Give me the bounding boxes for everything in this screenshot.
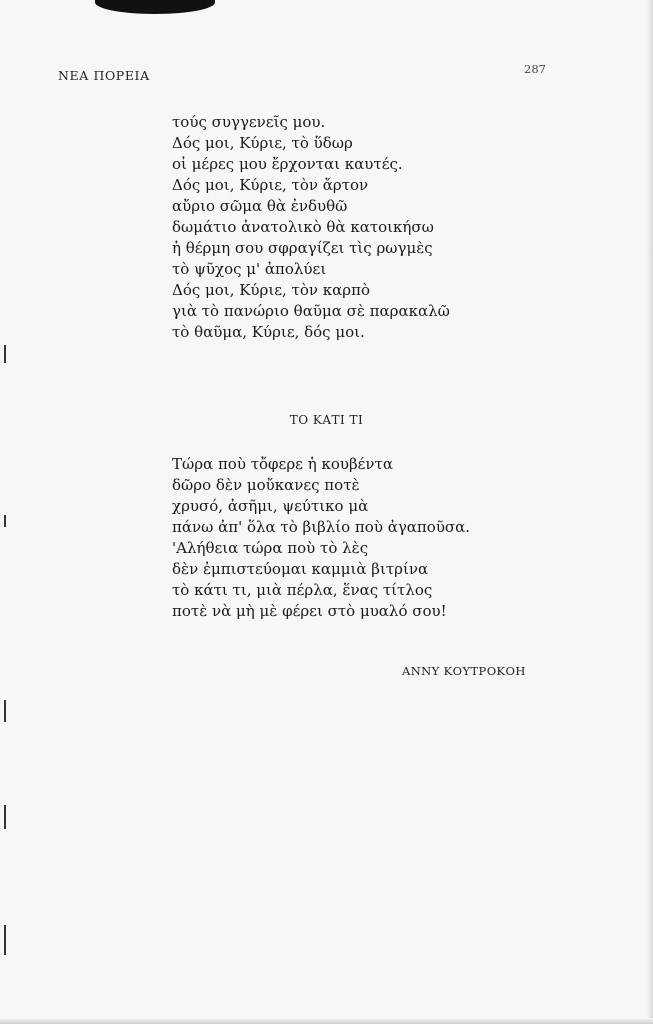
page-number: 287 — [524, 62, 546, 76]
author-signature: ΑΝΝΥ ΚΟΥΤΡΟΚΟΗ — [402, 664, 526, 678]
poem-line: Δός μοι, Κύριε, τὸν ἄρτον — [172, 176, 369, 194]
poem-line: Δός μοι, Κύριε, τὸν καρπὸ — [172, 281, 370, 299]
poem-line: 'Αλήθεια τώρα ποὺ τὸ λὲς — [172, 539, 369, 557]
poem-line: δῶρο δὲν μοὔκανες ποτὲ — [172, 476, 360, 494]
poem-line: δὲν ἐμπιστεύομαι καμμιὰ βιτρίνα — [172, 560, 429, 578]
poem-title: ΤΟ ΚΑΤΙ ΤΙ — [289, 413, 364, 427]
poem-line: χρυσό, ἀσῆμι, ψεύτικο μὰ — [172, 497, 369, 515]
poem-line: γιὰ τὸ πανώριο θαῦμα σὲ παρακαλῶ — [172, 302, 450, 320]
poem-line: αὔριο σῶμα θὰ ἐνδυθῶ — [172, 197, 348, 215]
poem-stanza-1 — [172, 112, 450, 343]
poem-line: ποτὲ νὰ μὴ μὲ φέρει στὸ μυαλό σου! — [172, 602, 447, 620]
poem-line: Δός μοι, Κύριε, τὸ ὕδωρ — [172, 134, 353, 152]
poem-line: πάνω ἀπ' ὅλα τὸ βιβλίο ποὺ ἀγαποῦσα. — [172, 518, 471, 536]
poem-line: Τώρα ποὺ τὄφερε ἡ κουβέντα — [172, 455, 393, 473]
running-head: ΝΕΑ ΠΟΡΕΙΑ — [58, 68, 150, 83]
poem-line: τὸ θαῦμα, Κύριε, δός μοι. — [172, 323, 365, 341]
poem-line: οἱ μέρες μου ἔρχονται καυτές. — [172, 155, 403, 173]
poem-line: τὸ ψῦχος μ' ἀπολύει — [172, 260, 327, 278]
poem-line: δωμάτιο ἀνατολικὸ θὰ κατοικήσω — [172, 218, 434, 236]
page-edge-bottom — [0, 1018, 653, 1024]
poem-line: ἡ θέρμη σου σφραγίζει τὶς ρωγμὲς — [172, 239, 433, 257]
poem-stanza-2 — [172, 454, 470, 622]
binding-marks — [4, 0, 8, 1024]
page-edge-shadow — [95, 0, 215, 14]
page-edge-right — [647, 0, 653, 1024]
poem-line: τούς συγγενεῖς μου. — [172, 113, 326, 131]
poem-line: τὸ κάτι τι, μιὰ πέρλα, ἕνας τίτλος — [172, 581, 433, 599]
